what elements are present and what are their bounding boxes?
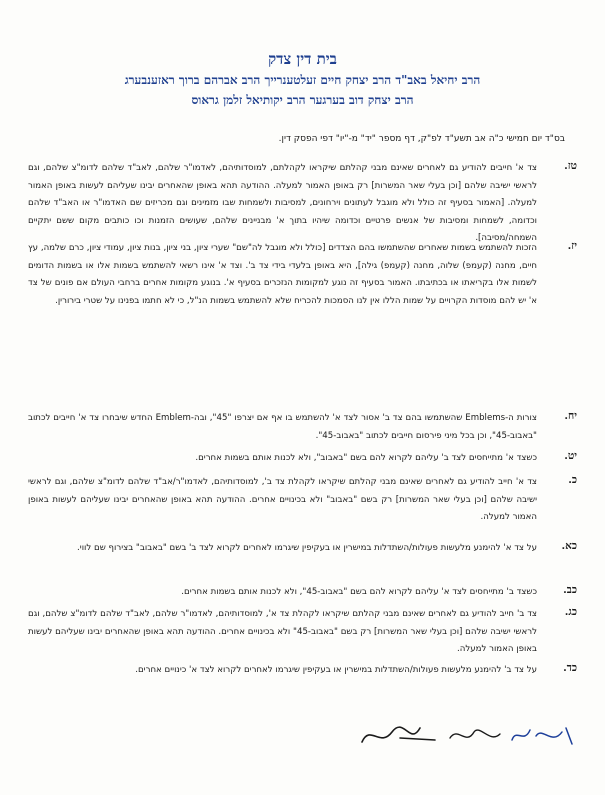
section-number: כג. — [564, 606, 577, 618]
judges-line-1: הרב יחיאל באב"ד הרב יצחק חיים זעלטענרייך הרב אברהם ברוך ראזענבערג — [124, 73, 481, 87]
section — [28, 240, 577, 310]
section — [28, 450, 577, 468]
section — [28, 584, 577, 602]
section-number: יט. — [564, 450, 577, 462]
section-text: צד א' חייב להודיע גם לאחרים שאינם מבני קהלתם שיקראו לקהלת צד ב', למוסדותיהם, לאדמו"ר/אב"ד שלהם לדומ"צ שלהם, וגם לראשי ישיבה שלהם [וכן בעלי שאר המשרות] רק בשם "באבוב" ולא בכינויים אחרים. ההודעה תהא באופן שהאחרים יבינו שעליהם לעשות באופן האמור למעלה. — [28, 477, 537, 522]
section-number: כב. — [563, 584, 577, 596]
section — [28, 662, 577, 680]
section — [28, 410, 577, 445]
section — [28, 540, 577, 558]
court-title: בית דין צדק — [268, 50, 337, 68]
section-text: על צד ב' להימנע מלעשות פעולות/השתדלות במישרין או בעקיפין שיגרמו לאחרים לקרוא לצד א' כינויים אחרים. — [135, 665, 537, 675]
handwritten-signatures — [340, 718, 580, 754]
section-text: כשצד ב' מתייחסים לצד א' עליהם לקרוא להם בשם "באבוב-45", ולא לכנות אותם בשמות אחרים. — [181, 587, 537, 597]
section — [28, 474, 577, 527]
section-text: הזכות להשתמש בשמות שאחרים שהשתמשו בהם הצדדים [כולל ולא מוגבל לה"שם" שערי ציון, בני ציון, בנות ציון, עמודי ציון, כרם שלמה, עץ חיים, מחנה (קעמפ) שלוה, מחנה (קעמפ) גילה], היא באופן בלעדי בידי צד ב'. וצד א' אינו רשאי להשתמש בשמות אלו או בשמות הדומים לשמות אלו בקריאתו או בכתיבתו. האמור בסעיף זה נוגע למקומות הנזכרים בסעיף א'. בנוגע מקומות אחרים ברחבי העולם אם פונים של צד א' יש להם מוסדות הקרויים על שמות הללו אין לנו הסמכות להכריח שלא להשתמש בשמות הנ"ל, כי לא חתמו בפנינו על שטרי בירורין. — [28, 243, 537, 306]
section-text: צורות ה-Emblems שהשתמשו בהם צד ב' אסור לצד א' להשתמש בו אף אם יצרפו "45", ובה-Emblem החדש שיבחרו צד א' חייבים לכתוב "באבוב-45", וכן בכל מיני פירסום חייבים לכתוב "באבוב-45". — [28, 413, 537, 441]
section-text: כשצד א' מתייחסים לצד ב' עליהם לקרוא להם בשם "באבוב", ולא לכנות אותם בשמות אחרים. — [195, 453, 537, 463]
section-text: צד ב' חייב להודיע גם לאחרים שאינם מבני קהלתם שיקראו לקהלת צד א', למוסדותיהם, לאדמו"ר שלהם, לאב"ד שלהם לדומ"צ שלהם, וגם לראשי ישיבה שלהם [וכן בעלי שאר המשרות] רק בשם "באבוב-45" ולא בכינויים אחרים. ההודעה תהא באופן שהאחרים יבינו שעליהם לעשות באופן האמור למעלה. — [28, 609, 537, 654]
section-text: על צד א' להימנע מלעשות פעולות/השתדלות במישרין או בעקיפין שיגרמו לאחרים לקרוא לצד ב' בשם "באבוב" בצירוף שם לווי. — [77, 543, 537, 553]
section-text: צד א' חייבים להודיע גם לאחרים שאינם מבני קהלתם שיקראו לקהלתם, למוסדותיהם, לאדמו"ר שלהם, לאב"ד שלהם לדומ"צ שלהם, וגם לראשי ישיבה שלהם [וכן בעלי שאר המשרות] רק באופן האמור למעלה. ההודעה תהא באופן שהאחרים יבינו שעליהם לעשות באופן האמור למעלה. [האמור בסעיף זה כולל ולא מוגבל לעתונים וירחונים, למסיבות ולשמחות שבו מזמינים וגם מכריזים שם האדמו"ר או האב"ד שלהם וכדומה, לשמחות ומסיבות של אנשים פרטיים וכדומה שיהיו בתוך א' מבניינים שלהם, שעושים הזמנות וכו כותבים מקום ששם יתקיים השמחה/מסיבה]. — [28, 163, 537, 243]
section-number: יח. — [564, 410, 577, 422]
section-number: כ. — [568, 474, 577, 486]
judges-line-2: הרב יצחק דוב בערגער הרב יקותיאל זלמן גראוס — [191, 93, 414, 107]
section — [28, 606, 577, 659]
section-number: טז. — [564, 160, 577, 172]
intro-line: בס"ד יום חמישי כ"ה אב תשע"ד לפ"ק, דף מספר "יד" מ-"יו" דפי הפסק דין. — [278, 134, 565, 144]
section-number: כא. — [561, 540, 577, 552]
section — [28, 160, 577, 248]
section-number: יז. — [567, 240, 577, 252]
section-number: כד. — [563, 662, 577, 674]
